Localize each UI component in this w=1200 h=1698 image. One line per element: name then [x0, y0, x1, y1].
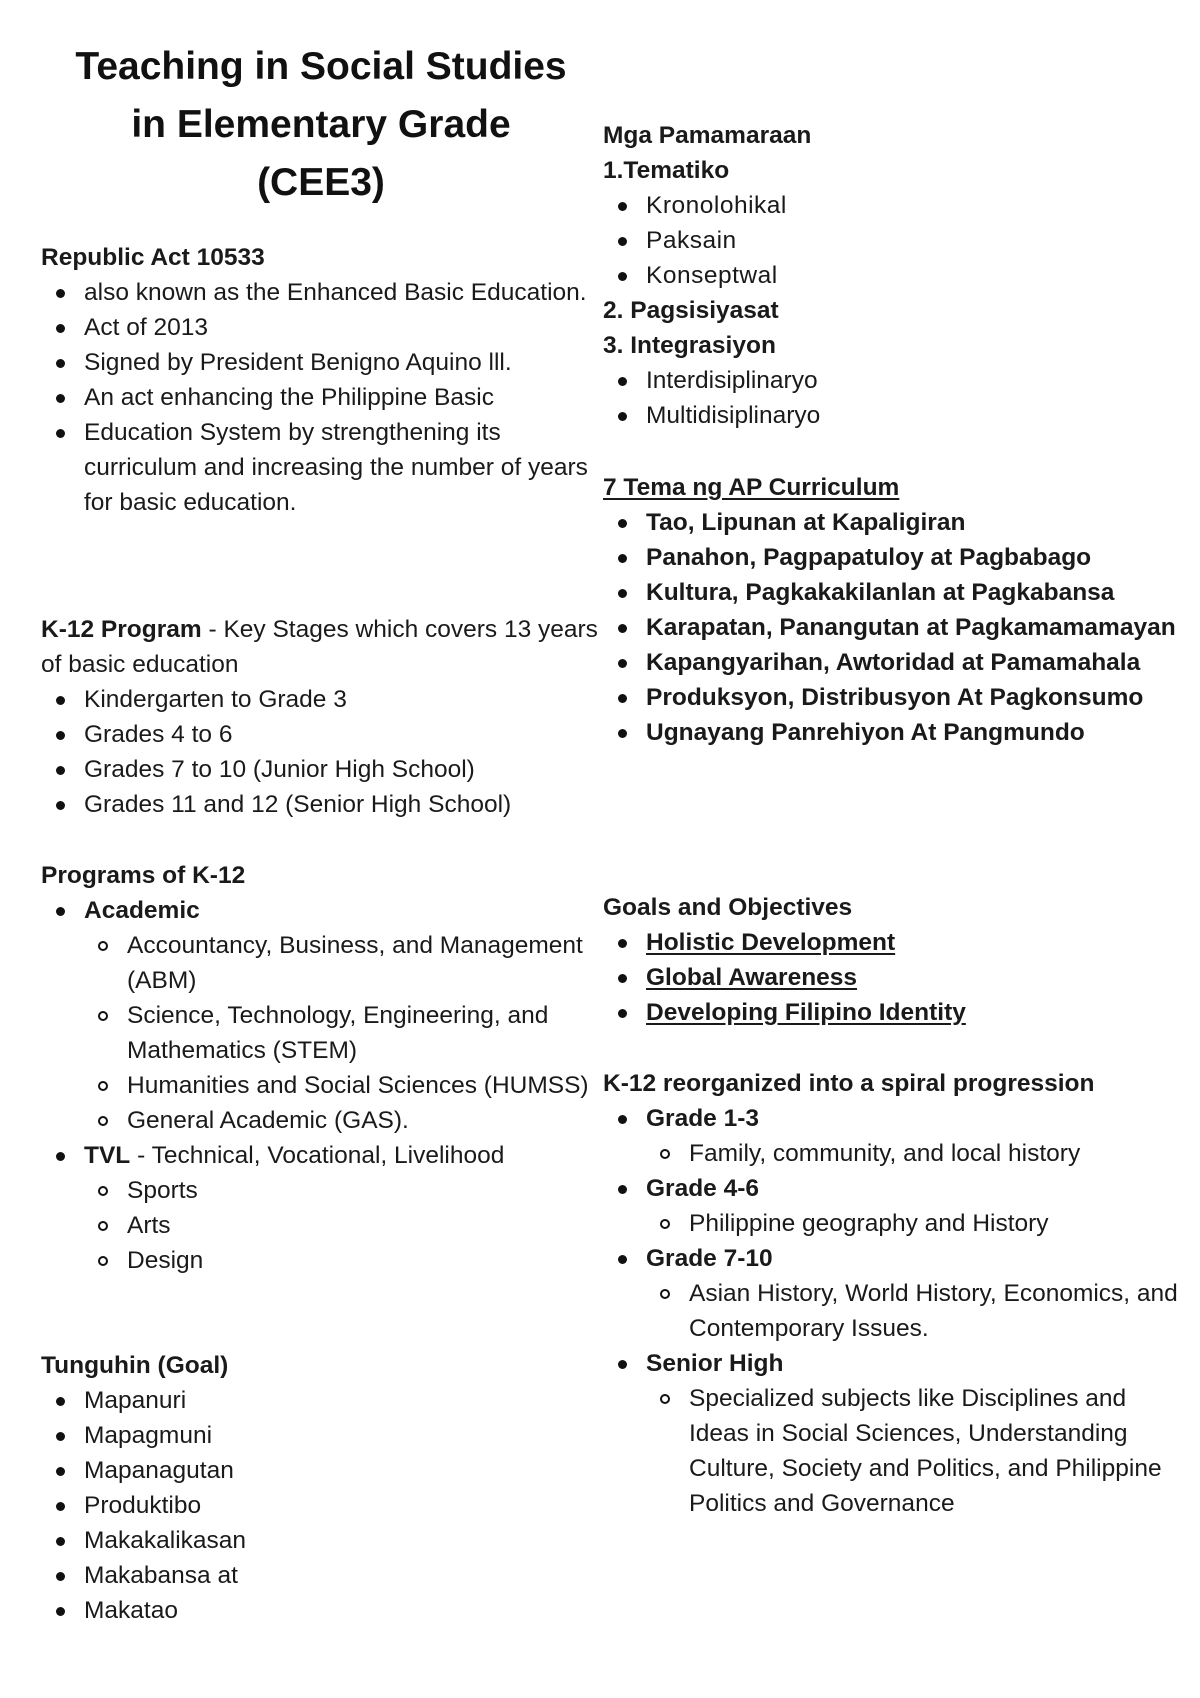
- pagsisiyasat-label: 2. Pagsisiyasat: [603, 297, 779, 324]
- list-item: General Academic (GAS).: [84, 1103, 601, 1138]
- republic-act-section: [41, 240, 601, 520]
- grade-label: Grade 7-10: [646, 1245, 773, 1272]
- tema-section: [603, 470, 1183, 750]
- list-item: Interdisiplinaryo: [603, 363, 1183, 398]
- list-item: also known as the Enhanced Basic Education.: [41, 275, 601, 310]
- list-item: Makabansa at: [41, 1558, 601, 1593]
- academic-label: Academic: [84, 897, 200, 924]
- list-item: Ugnayang Panrehiyon At Pangmundo: [603, 715, 1183, 750]
- tema-heading: 7 Tema ng AP Curriculum: [603, 474, 900, 501]
- list-item: Produksyon, Distribusyon At Pagkonsumo: [603, 680, 1183, 715]
- list-item: Signed by President Benigno Aquino lll.: [41, 345, 601, 380]
- tvl-description: - Technical, Vocational, Livelihood: [130, 1142, 505, 1169]
- list-item: Science, Technology, Engineering, and Mathematics (STEM): [84, 998, 601, 1068]
- list-item: Panahon, Pagpapatuloy at Pagbabago: [603, 540, 1183, 575]
- list-item: Arts: [84, 1208, 601, 1243]
- programs-heading: Programs of K-12: [41, 862, 246, 889]
- list-item: Education System by strengthening its curriculum and increasing the number of years for basic education.: [41, 415, 601, 520]
- list-item: An act enhancing the Philippine Basic: [41, 380, 601, 415]
- list-item: Grades 7 to 10 (Junior High School): [41, 752, 601, 787]
- academic-item: [41, 893, 601, 1138]
- list-item: Philippine geography and History: [646, 1206, 1183, 1241]
- list-item: Karapatan, Panangutan at Pagkamamamayan: [603, 610, 1183, 645]
- list-item: Specialized subjects like Disciplines and Ideas in Social Sciences, Understanding Culture, Society and Politics, and Philippine Politics and Governance: [646, 1381, 1183, 1521]
- list-item: Kindergarten to Grade 3: [41, 682, 601, 717]
- list-item: Family, community, and local history: [646, 1136, 1183, 1171]
- tematiko-label: 1.Tematiko: [603, 157, 730, 184]
- tunguhin-heading: Tunguhin (Goal): [41, 1352, 229, 1379]
- spiral-heading: K-12 reorganized into a spiral progression: [603, 1070, 1095, 1097]
- spiral-section: [603, 1066, 1183, 1521]
- list-item: Tao, Lipunan at Kapaligiran: [603, 505, 1183, 540]
- list-item: Kapangyarihan, Awtoridad at Pamamahala: [603, 645, 1183, 680]
- list-item: Makakalikasan: [41, 1523, 601, 1558]
- pamamaraan-heading: Mga Pamamaraan: [603, 122, 812, 149]
- list-item: Grades 11 and 12 (Senior High School): [41, 787, 601, 822]
- list-item: Design: [84, 1243, 601, 1278]
- list-item: [603, 1346, 1183, 1521]
- republic-act-heading: Republic Act 10533: [41, 244, 265, 271]
- list-item: Holistic Development: [603, 925, 1183, 960]
- document-title: [41, 38, 601, 212]
- title-line-1: Teaching in Social Studies: [75, 45, 567, 88]
- list-item: Multidisiplinaryo: [603, 398, 1183, 433]
- list-item: Produktibo: [41, 1488, 601, 1523]
- list-item: Sports: [84, 1173, 601, 1208]
- list-item: Humanities and Social Sciences (HUMSS): [84, 1068, 601, 1103]
- list-item: Asian History, World History, Economics, and Contemporary Issues.: [646, 1276, 1183, 1346]
- title-line-3: (CEE3): [257, 161, 385, 204]
- list-item: Grades 4 to 6: [41, 717, 601, 752]
- list-item: Konseptwal: [603, 258, 1183, 293]
- list-item: Kronolohikal: [603, 188, 1183, 223]
- list-item: [603, 1171, 1183, 1241]
- k12-program-heading: K-12 Program: [41, 616, 202, 643]
- grade-label: Grade 4-6: [646, 1175, 760, 1202]
- k12-program-description: - Key Stages which covers 13 years of basic education: [41, 616, 598, 678]
- list-item: Accountancy, Business, and Management (ABM): [84, 928, 601, 998]
- title-line-2: in Elementary Grade: [131, 103, 511, 146]
- goals-section: [603, 890, 1183, 1030]
- list-item: Paksain: [603, 223, 1183, 258]
- k12-program-intro: [41, 612, 601, 682]
- list-item: Mapanagutan: [41, 1453, 601, 1488]
- tvl-item: [41, 1138, 601, 1278]
- list-item: Act of 2013: [41, 310, 601, 345]
- list-item: Developing Filipino Identity: [603, 995, 1183, 1030]
- list-item: Global Awareness: [603, 960, 1183, 995]
- k12-program-section: [41, 612, 601, 822]
- integrasiyon-label: 3. Integrasiyon: [603, 332, 776, 359]
- list-item: [603, 1101, 1183, 1171]
- list-item: Kultura, Pagkakakilanlan at Pagkabansa: [603, 575, 1183, 610]
- list-item: Mapanuri: [41, 1383, 601, 1418]
- list-item: Makatao: [41, 1593, 601, 1628]
- grade-label: Grade 1-3: [646, 1105, 760, 1132]
- grade-label: Senior High: [646, 1350, 784, 1377]
- tunguhin-section: [41, 1348, 601, 1628]
- programs-section: [41, 858, 601, 1278]
- list-item: [603, 1241, 1183, 1346]
- tvl-label: TVL: [84, 1142, 131, 1169]
- list-item: Mapagmuni: [41, 1418, 601, 1453]
- goals-heading: Goals and Objectives: [603, 894, 853, 921]
- pamamaraan-section: [603, 118, 1183, 433]
